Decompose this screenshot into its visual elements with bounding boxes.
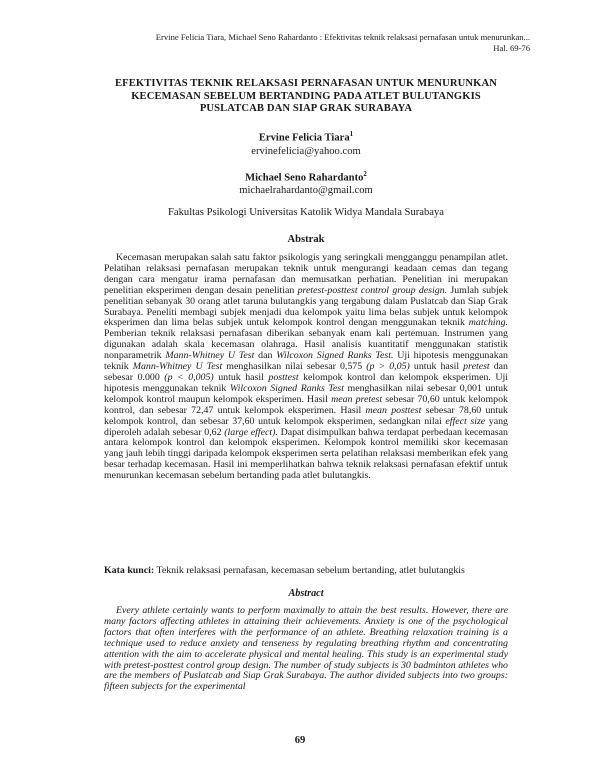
abstrak-text: sebesar 78,60 untuk kelompok kontrol, dan sebesar 37,60 untuk kelompok eksperimen, sedangkan nilai	[104, 404, 508, 427]
abstrak-text: Dapat disimpulkan bahwa terdapat perbedaan kecemasan antara kelompok kontrol dan kelompok eksperimen. Kelompok kontrol memiliki skor kecemasan yang jauh lebih tinggi daripada kelompok eksperimen serta pelatihan relaksasi memberikan efek yang besar terhadap kecemasan. Hasil ini memperlihatkan bahwa teknik relaksasi pernafasan efektif untuk menurunkan kecemasan sebelum bertanding pada atlet bulutangkis.	[104, 426, 508, 482]
title-line1: EFEKTIVITAS TEKNIK RELAKSASI PERNAFASAN UNTUK MENURUNKAN	[114, 78, 498, 89]
abstrak-term: effect size	[445, 415, 486, 427]
abstrak-term: (p > 0,05)	[366, 361, 410, 373]
abstrak-text: untuk hasil	[409, 361, 464, 373]
abstrak-term: (p < 0,005)	[164, 371, 214, 383]
running-head-line2: Hal. 69-76	[493, 43, 530, 53]
authors	[104, 128, 508, 207]
abstrak-text: untuk hasil	[213, 371, 269, 383]
paper-title	[104, 78, 508, 116]
author-1-name: Ervine Felicia Tiara	[258, 132, 350, 144]
abstrak-term: Wilcoxon Signed Ranks Test.	[276, 350, 394, 362]
abstrak-term: matching.	[468, 317, 508, 329]
author-2	[104, 168, 508, 198]
abstrak-term: (large effect).	[224, 426, 278, 438]
running-head-line1: Ervine Felicia Tiara, Michael Seno Rahardanto : Efektivitas teknik relaksasi pernafasan untuk menurunkan...	[155, 32, 530, 42]
abstrak-text: menghasilkan nilai sebesar 0,575	[222, 361, 367, 373]
abstrak-body	[104, 253, 508, 482]
author-1	[104, 128, 508, 158]
abstrak-term: Mann-Whitney U Test	[132, 361, 223, 373]
running-head	[90, 32, 530, 54]
abstrak-text: kelompok kontrol dan kelompok eksperimen. Uji hipotesis menggunakan teknik	[104, 371, 508, 394]
abstrak-text: Uji hipotesis menggunakan teknik	[104, 350, 508, 373]
abstrak-text: yang diperoleh adalah sebesar 0,62	[104, 415, 508, 438]
page-number: 69	[294, 735, 306, 746]
author-2-email: michaelrahardanto@gmail.com	[239, 185, 373, 197]
abstrak-term: mean pretest	[331, 393, 383, 405]
title-line3: PUSLATCAB DAN SIAP GRAK SURABAYA	[199, 103, 413, 115]
abstrak-text: Jumlah subjek penelitian sebanyak 30 orang atlet taruna bulutangkis yang tergabung dalam Puslatcab dan Siap Grak Surabaya. Peneliti membagi subjek menjadi dua kelompok yaitu lima belas subjek untuk kelompok eksperimen dan lima belas subjek untuk kelompok kontrol dengan menggunakan teknik	[104, 284, 509, 329]
abstrak-text: dan	[254, 350, 277, 362]
keywords-text: Teknik relaksasi pernafasan, kecemasan sebelum bertanding, atlet bulutangkis	[154, 565, 465, 576]
english-abstract-body	[104, 606, 508, 693]
affiliation: Fakultas Psikologi Universitas Katolik Widya Mandala Surabaya	[168, 207, 444, 218]
abstrak-paragraph	[104, 253, 508, 482]
abstrak-text: dan sebesar 0.000	[104, 361, 508, 383]
author-2-name: Michael Seno Rahardanto	[245, 172, 364, 184]
title-line2: KECEMASAN SEBELUM BERTANDING PADA ATLET BULUTANGKIS	[131, 90, 481, 102]
english-abstract-paragraph: Every athlete certainly wants to perform maximally to attain the best results. However, there are many factors affecting athletes in attaining their achievements. Anxiety is one of the psychological factors that often interferes with the performance of an athlete. Breathing relaxation training is a technique used to reduce anxiety and tenseness by regulating breathing rhythm and concentrating attention with the aim to accelerate physical and mental healing. This study is an experimental study with pretest-posttest control group design. The number of study subjects is 30 badminton athletes who are the members of Puslatcab and Siap Grak Surabaya. The author divided subjects into two groups: fifteen subjects for the experimental	[104, 605, 508, 693]
author-1-email: ervinefelicia@yahoo.com	[251, 145, 361, 157]
abstrak-text: sebesar 70,60 untuk kelompok kontrol, dan sebesar 72,47 untuk kelompok eksperimen. Hasil	[104, 393, 508, 416]
abstrak-term: posttest	[268, 371, 299, 383]
keywords-label: Kata kunci:	[104, 565, 155, 576]
abstrak-term: Wilcoxon Signed Ranks Test	[229, 382, 344, 394]
abstrak-term: pretest-posttest control group design.	[297, 284, 448, 296]
abstrak-term: Mann-Whitney U Test	[165, 350, 255, 362]
abstrak-term: mean posttest	[365, 404, 422, 416]
keywords	[104, 565, 508, 577]
abstrak-heading: Abstrak	[287, 234, 325, 245]
abstrak-text: Pemberian teknik relaksasi pernafasan diberikan sebanyak enam kali pertemuan. Instrumen yang digunakan adalah skala kecemasan olahraga. Hasil analisis kuantitatif menggunakan statistik nonparametrik	[104, 328, 508, 362]
abstrak-term: pretest	[463, 361, 490, 373]
author-2-sup: 2	[363, 169, 367, 178]
abstrak-text: Kecemasan merupakan salah satu faktor psikologis yang seringkali mengganggu penampilan atlet. Pelatihan relaksasi pernafasan merupakan teknik untuk mengurangi keadaan cemas dan tegang dengan cara mengatur irama pernafasan dan memusatkan perhatian. Penelitian ini merupakan penelitian eksperimen dengan desain penelitian	[104, 252, 508, 296]
author-1-sup: 1	[349, 130, 354, 138]
abstrak-text: menghasilkan nilai sebesar 0,001 untuk kelompok kontrol maupun kelompok eksperimen. Hasil	[104, 382, 508, 405]
english-abstract-heading: Abstract	[288, 588, 324, 599]
